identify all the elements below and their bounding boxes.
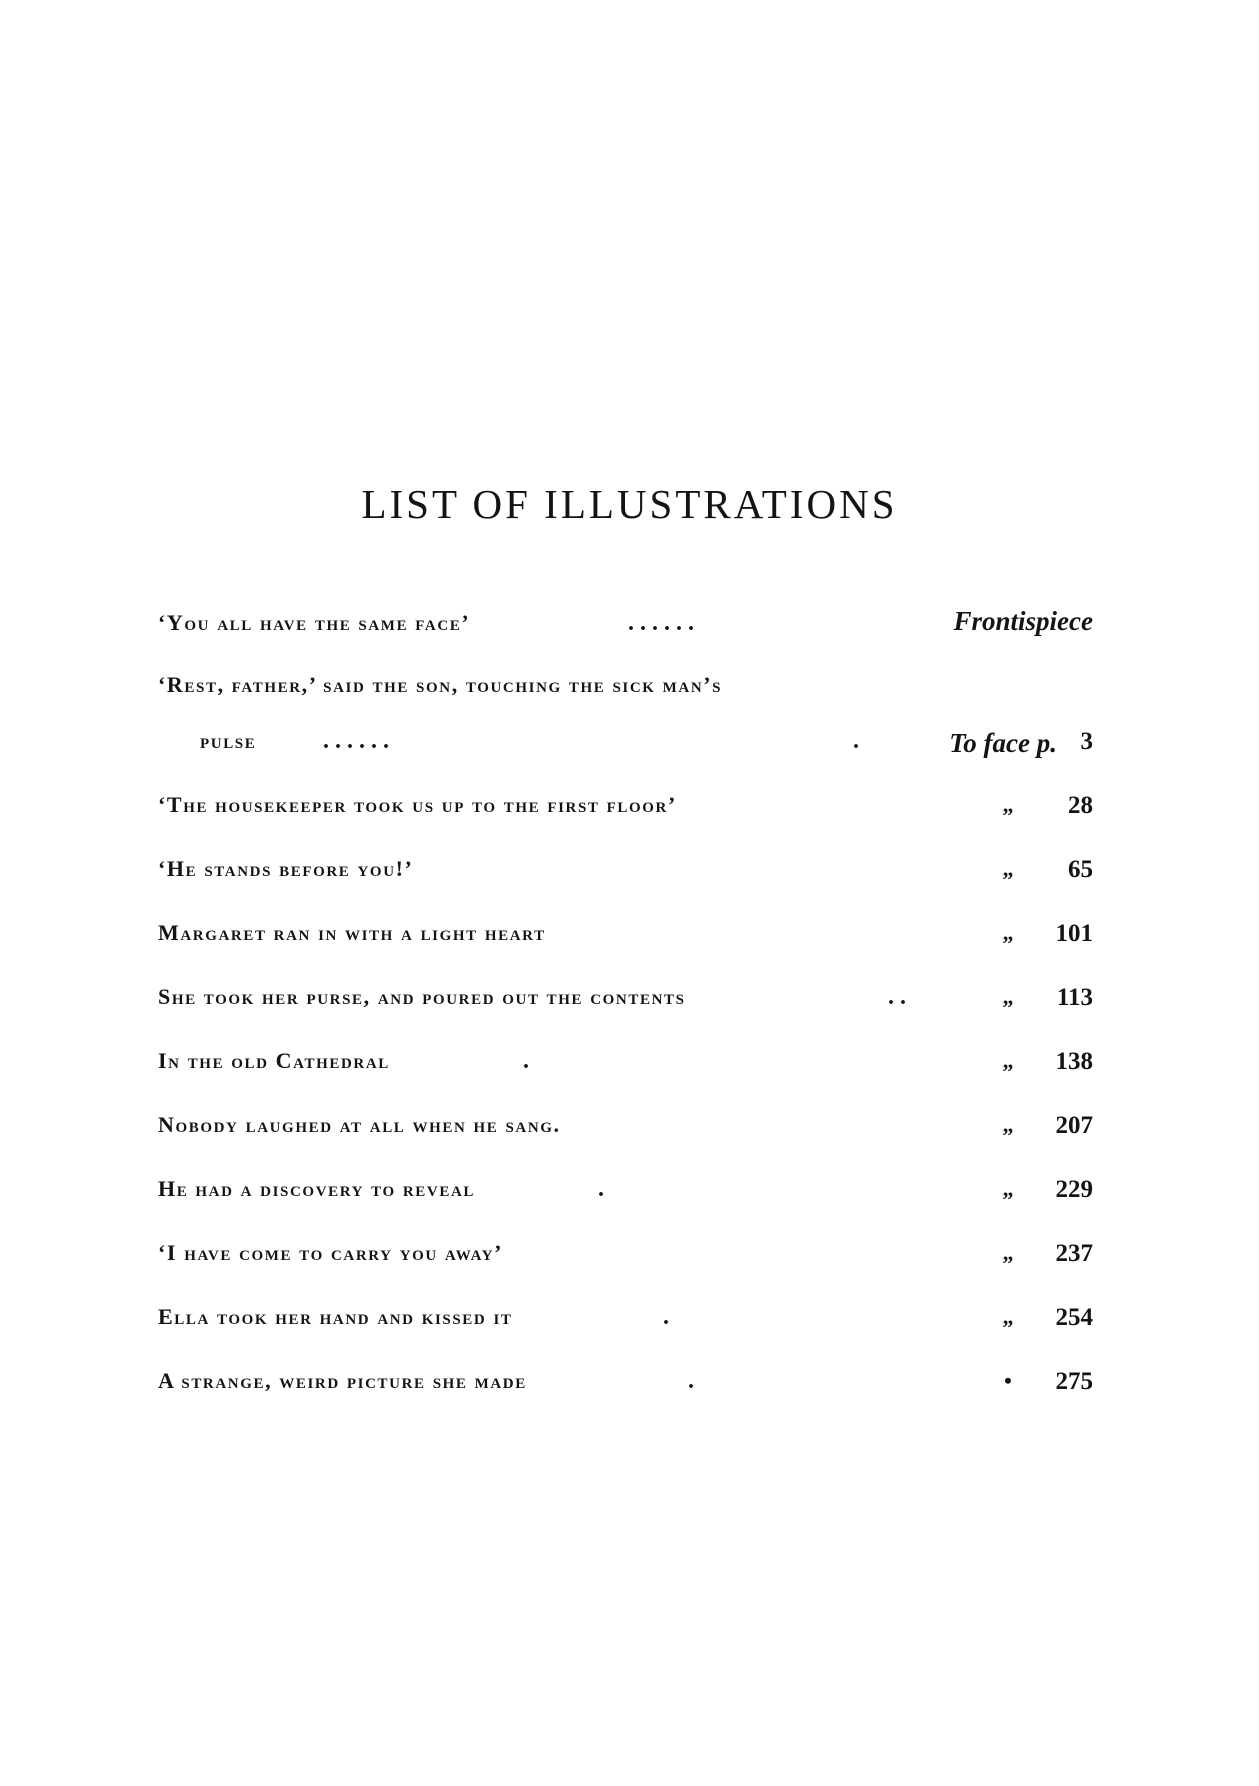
ditto-mark: „	[1002, 856, 1014, 881]
dot-leader: . .	[888, 984, 906, 1010]
list-item	[158, 1304, 1093, 1344]
list-item	[158, 1240, 1093, 1280]
frontispiece-label: Frontispiece	[953, 606, 1093, 636]
list-item	[158, 856, 1093, 896]
ditto-mark: •	[1004, 1368, 1012, 1393]
page-number: 138	[1055, 1048, 1093, 1075]
page-number: 28	[1068, 792, 1093, 819]
page-number: 254	[1055, 1304, 1093, 1331]
page-number: 207	[1055, 1112, 1093, 1139]
to-face-label: To face p.	[949, 728, 1057, 758]
illustration-caption: He had a discovery to reveal	[158, 1176, 475, 1201]
illustration-caption: ‘I have come to carry you away’	[158, 1240, 504, 1265]
list-item	[158, 792, 1093, 832]
ditto-mark: „	[1002, 1304, 1014, 1329]
illustration-caption: Ella took her hand and kissed it	[158, 1304, 513, 1329]
list-item	[158, 606, 1093, 650]
page-number: 3	[1080, 728, 1093, 755]
ditto-mark: „	[1002, 1112, 1014, 1137]
illustration-caption: ‘The housekeeper took us up to the first floor’	[158, 792, 677, 817]
illustration-caption: Nobody laughed at all when he sang.	[158, 1112, 561, 1137]
ditto-mark: „	[1002, 920, 1014, 945]
ditto-mark: „	[1002, 984, 1014, 1009]
page-number: 237	[1055, 1240, 1093, 1267]
list-item	[158, 1176, 1093, 1216]
dot-leader: .	[598, 1176, 604, 1202]
dot-leader: .	[523, 1048, 529, 1074]
ditto-mark: „	[1002, 792, 1014, 817]
page-number: 65	[1068, 856, 1093, 883]
illustration-caption: She took her purse, and poured out the contents	[158, 984, 686, 1009]
illustration-caption: ‘Rest, father,’ said the son, touching the sick man’s	[158, 672, 723, 697]
list-item	[158, 920, 1093, 960]
illustration-caption: Margaret ran in with a light heart	[158, 920, 546, 945]
ditto-mark: „	[1002, 1240, 1014, 1265]
ditto-mark: „	[1002, 1048, 1014, 1073]
page-number: 101	[1055, 920, 1093, 947]
illustration-caption: A strange, weird picture she made	[158, 1368, 527, 1393]
list-item	[158, 1048, 1093, 1088]
dot-leader: .	[688, 1368, 694, 1394]
dot-leader: .	[853, 728, 859, 754]
dot-leader: . . . . . .	[628, 610, 694, 636]
dot-leader: . . . . . .	[323, 728, 389, 754]
list-item	[158, 1112, 1093, 1152]
dot-leader: .	[663, 1304, 669, 1330]
list-item	[158, 984, 1093, 1024]
page-number: 113	[1056, 984, 1093, 1011]
illustration-caption: ‘He stands before you!’	[158, 856, 414, 881]
list-item	[158, 672, 1093, 712]
page-title: LIST OF ILLUSTRATIONS	[361, 481, 898, 527]
page-number: 275	[1055, 1368, 1093, 1395]
illustration-caption: In the old Cathedral	[158, 1048, 390, 1073]
page-number: 229	[1055, 1176, 1093, 1203]
illustration-caption: ‘You all have the same face’	[158, 610, 471, 635]
list-item	[158, 1368, 1093, 1408]
ditto-mark: „	[1002, 1176, 1014, 1201]
list-item-continuation	[158, 728, 1093, 768]
illustration-caption: pulse	[200, 728, 257, 753]
